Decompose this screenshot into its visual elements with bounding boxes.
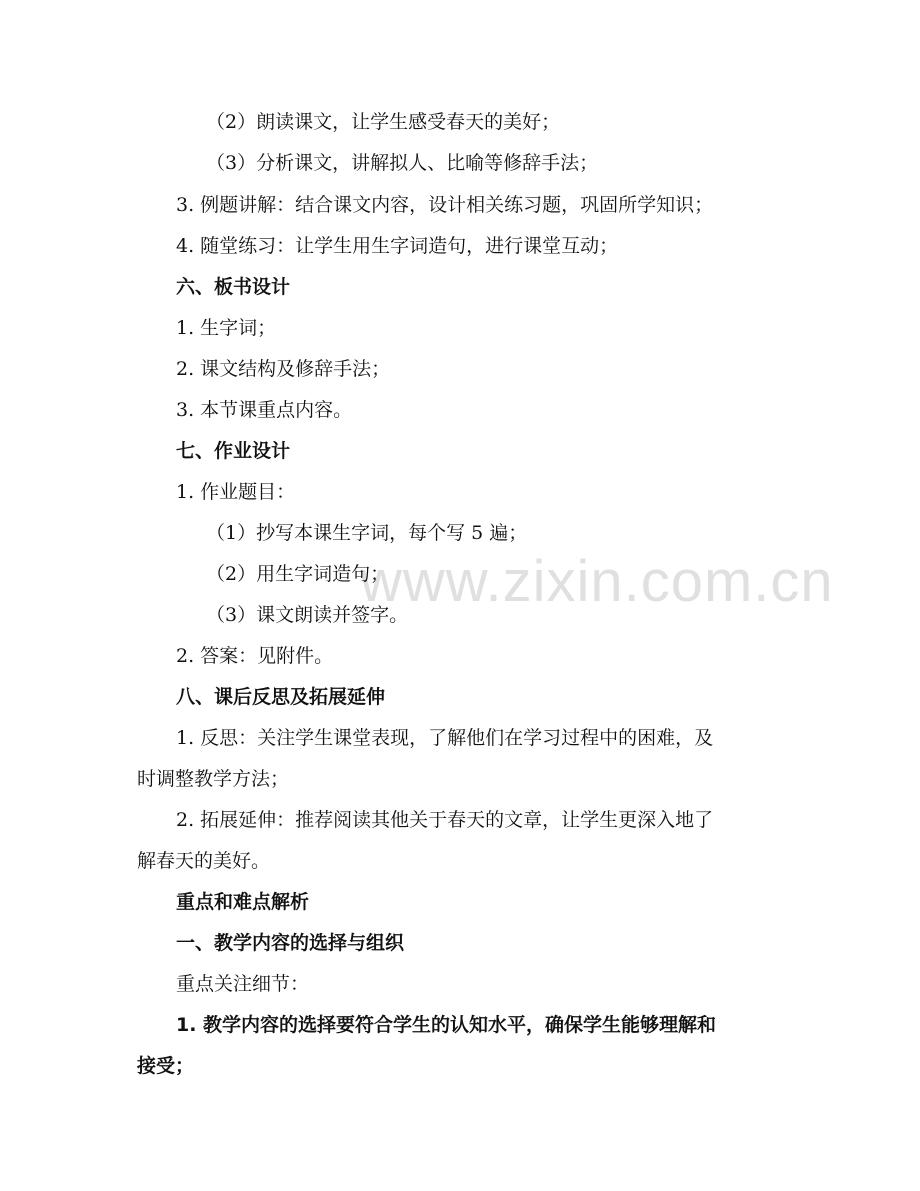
section-heading: 八、课后反思及拓展延伸 bbox=[176, 686, 386, 708]
text-line: 重点关注细节： bbox=[176, 973, 310, 995]
text-line: （1）抄写本课生字词，每个写 5 遍； bbox=[206, 522, 528, 544]
section-heading: 一、教学内容的选择与组织 bbox=[176, 932, 405, 954]
text-line: （2）朗读课文，让学生感受春天的美好； bbox=[206, 111, 561, 133]
section-heading: 重点和难点解析 bbox=[176, 891, 310, 913]
text-line: 2. 答案：见附件。 bbox=[176, 645, 334, 667]
section-heading: 七、作业设计 bbox=[176, 440, 291, 462]
watermark-text: www.zixin.com.cn bbox=[360, 549, 834, 614]
text-line: 3. 本节课重点内容。 bbox=[176, 399, 353, 421]
text-line: 2. 课文结构及修辞手法； bbox=[176, 358, 391, 380]
text-line: 1. 生字词； bbox=[176, 317, 277, 339]
text-line: （2）用生字词造句； bbox=[206, 563, 390, 585]
bold-text-line: 1. 教学内容的选择要符合学生的认知水平，确保学生能够理解和 bbox=[176, 1014, 717, 1036]
text-line: 1. 作业题目： bbox=[176, 481, 296, 503]
text-line: 解春天的美好。 bbox=[137, 850, 271, 872]
text-line: 1. 反思：关注学生课堂表现，了解他们在学习过程中的困难，及 bbox=[176, 727, 714, 749]
text-line: 4. 随堂练习：让学生用生字词造句，进行课堂互动； bbox=[176, 235, 619, 257]
text-line: 3. 例题讲解：结合课文内容，设计相关练习题，巩固所学知识； bbox=[176, 194, 714, 216]
text-line: 时调整教学方法； bbox=[137, 768, 290, 790]
text-line: （3）课文朗读并签字。 bbox=[206, 604, 409, 626]
text-line: （3）分析课文，讲解拟人、比喻等修辞手法； bbox=[206, 152, 599, 174]
bold-text-line: 接受； bbox=[137, 1055, 195, 1077]
section-heading: 六、板书设计 bbox=[176, 276, 291, 298]
text-line: 2. 拓展延伸：推荐阅读其他关于春天的文章，让学生更深入地了 bbox=[176, 809, 714, 831]
